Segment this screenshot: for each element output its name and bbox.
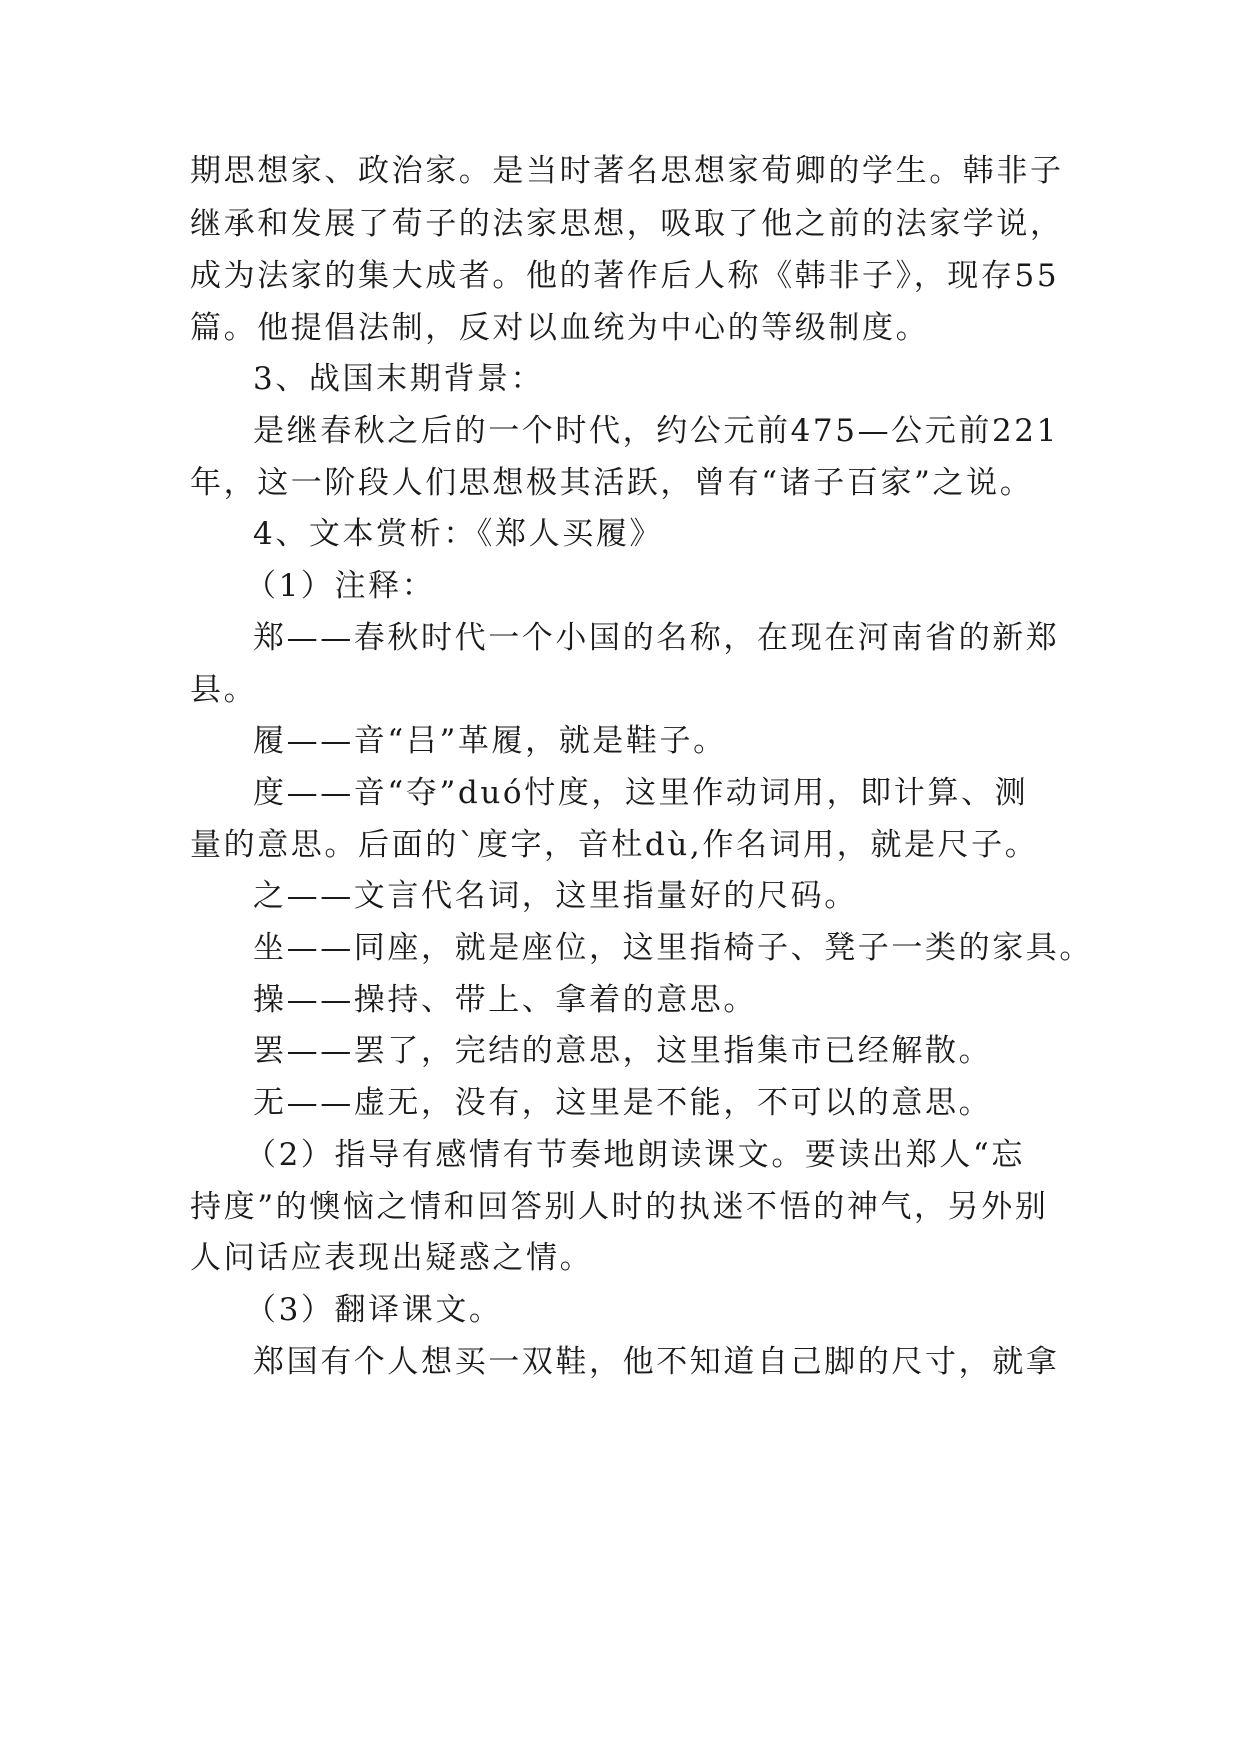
text-line: 持度”的懊恼之情和回答别人时的执迷不悟的神气，另外别 [190,1189,1049,1225]
text-line: 年，这一阶段人们思想极其活跃，曾有“诸子百家”之说。 [190,465,1034,501]
text-line: 无——虚无，没有，这里是不能，不可以的意思。 [253,1085,993,1121]
text-line: 篇。他提倡法制，反对以血统为中心的等级制度。 [190,310,930,346]
text-line: 郑国有个人想买一双鞋，他不知道自己脚的尺寸，就拿 [253,1344,1060,1380]
text-line: 量的意思。后面的`度字，音杜dù,作名词用，就是尺子。 [190,827,1039,863]
text-line: 县。 [190,672,258,708]
section-heading: 4、文本赏析：《郑人买履》 [253,516,664,552]
text-line: 继承和发展了荀子的法家思想，吸取了他之前的法家学说， [190,206,1064,242]
text-line: 操——操持、带上、拿着的意思。 [253,982,757,1018]
text-line: 履——音“吕”革履，就是鞋子。 [253,723,727,759]
section-heading: 3、战国末期背景： [253,361,545,397]
subsection-heading: （3）翻译课文。 [245,1292,503,1328]
text-line: 人问话应表现出疑惑之情。 [190,1240,594,1276]
text-line: 坐——同座，就是座位，这里指椅子、凳子一类的家具。 [253,930,1093,966]
text-line: 罢——罢了，完结的意思，这里指集市已经解散。 [253,1033,993,1069]
subsection-heading: （1）注释： [245,568,436,604]
text-line: 期思想家、政治家。是当时著名思想家荀卿的学生。韩非子 [190,153,1064,189]
text-line: 成为法家的集大成者。他的著作后人称《韩非子》，现存55 [190,258,1060,294]
text-line: 是继春秋之后的一个时代，约公元前475—公元前221 [253,413,1059,449]
text-line: 度——音“夺”duó忖度，这里作动词用，即计算、测 [253,775,1029,811]
text-line: 之——文言代名词，这里指量好的尺码。 [253,878,858,914]
subsection-heading: （2）指导有感情有节奏地朗读课文。要读出郑人“忘 [245,1137,1025,1173]
text-line: 郑——春秋时代一个小国的名称，在现在河南省的新郑 [253,620,1060,656]
